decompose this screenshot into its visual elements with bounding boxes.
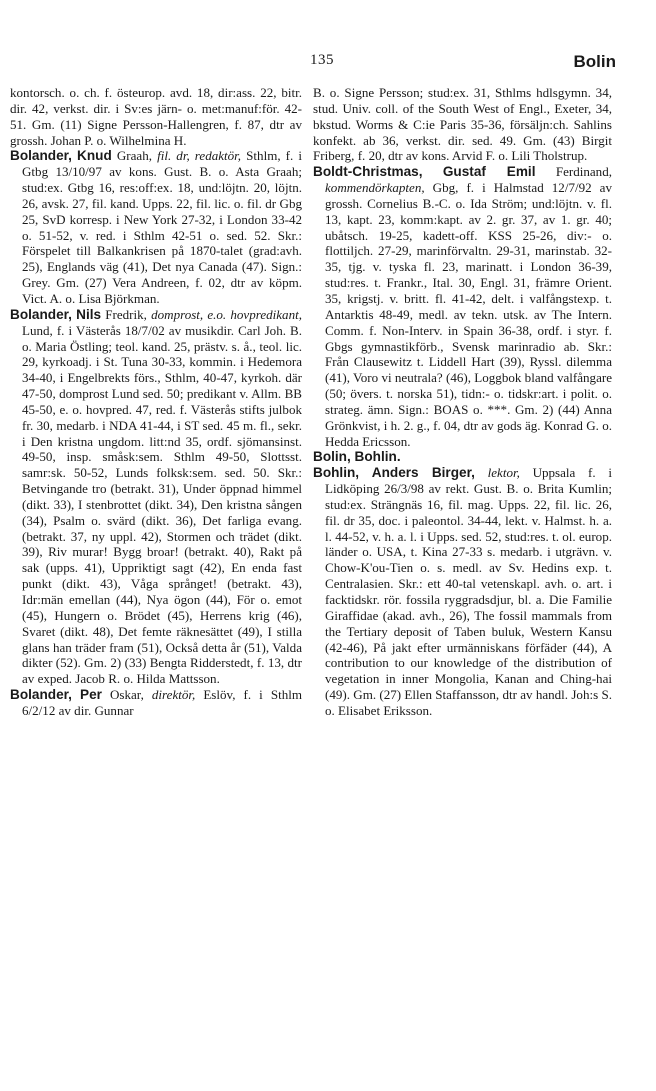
entry-text: Lund, f. i Västerås 18/7/02 av musikdir. Carl Joh. B. o. Maria Östling; teol. kand. 25, prästv. s. å., teol. lic. 29, kyrkoadj. i St. Tuna 30-33, kommin. i Hedemora 34-40, i Engelbrekts förs., Sthlm, 40-47, kyrkoh. där 47-50, domprost Lund sed. 50; predikant v. Allm. BB 45-50, e. o. hovpred. 47, red. f. Västerås stifts julbok fr. 30, medarb. i NDA 41-44, i ST sed. 45 m. fl., sekr. i Den kristna ungdom. litt:nd 35, ordf. sjömansinst. 49-50, insp. småsk:sem. Sthlm 49-50, Slottsst. samr:sk. 50-52, Lunds folksk:sem. sed. 50. Skr.: Betvingande tro (betrakt. 31), Under öppnad himmel (dikt. 33), I stenbrottet (dikt. 34), Den kristna sången (34), Psalm o. svärd (dikt. 36), Det farliga evang. (betrakt. 37, ny uppl. 42), Stormen och trädet (dikt. 39), Riv murar! Bygg broar! (betrakt. 40), Rakt på sak (upps. 41), Uppriktigt sagt (42), En enda fast punkt (dikt. 43), Våga språnget! (betrakt. 43), Idr:män emellan (44), Nya ögon (44), För o. emot (45), Hungern o. Brödet (45), Herrens krig (46), Svaret (dikt. 48), Det femte räknesättet (49), I stilla glans han träder fram (51), Också detta år (51), Valda dikter (52). Gm. 2) (33) Bengta Ridderstedt, f. 13, dtr av exped. Jacob R. o. Hilda Mattsson.: [22, 322, 302, 687]
entry-given-name: Gustaf Emil: [442, 164, 536, 180]
entry-given-name: Anders Birger,: [371, 465, 475, 481]
biography-entry: [10, 148, 302, 306]
entry-text: Uppsala f. i Lidköping 26/3/98 av rekt. Gust. B. o. Brita Kumlin; stud:ex. Strängnäs 16, fil. mag. Upps. 22, fil. lic. 26, fil. dr 35, doc. i paleontol. 34-44, lekt. v. Halmst. h. a. l. 44-52, v. h. a. l. i Upps. sed. 52, stud:res. t. ol. europ. länder o. USA, t. Kina 27-33 s. medarb. i utgrävn. v. Chow-K'ou-Tien o. s. medl. av Sv. Hedins exp. t. Centralasien. Skr.: ett 40-tal vetenskapl. avh. o. art. i facktidskr. rör. fossila ryggradsdjur, bl. a. Die Familie Giraffidae (akad. avh., 26), The fossil mammals from the Tertiary deposit of Taben buluk, Western Kansu (42-46), På jakt efter urmänniskans förfäder (44), A contribution to our knowledge of the distribution of vegetation in inner Mongolia, Kanan and Ching-hai (49). Gm. (27) Ellen Staffansson, dtr av handl. Joh:s S. o. Elisabet Eriksson.: [325, 465, 612, 718]
continuation-text: kontorsch. o. ch. f. östeurop. avd. 18, dir:ass. 22, bitr. dir. 42, verkst. dir. i Sv:es järn- o. met:manuf:för. 42-51. Gm. (11) Signe Persson-Hallengren, f. 87, dtr av grossh. Johan P. o. Wilhelmina H.: [10, 85, 302, 148]
biography-entry: [10, 307, 302, 687]
entry-given-rest: Oskar,: [101, 687, 152, 703]
cross-heading: Bolin, Bohlin.: [313, 449, 401, 465]
entry-surname: Bolander,: [10, 148, 72, 164]
page-header: [0, 50, 656, 74]
entry-given-name: Knud: [77, 148, 112, 164]
entry-occupation: fil. dr, redaktör,: [157, 148, 242, 164]
entry-text: Sthlm, f. i Gtbg 13/10/97 av kons. Gust. B. o. Asta Graah; stud:ex. Gtbg 16, res:off:ex. 18, und:löjtn. 20, löjtn. 26, avsk. 27, fil. kand. Upps. 22, fil. lic. o. fil. dr Gbg 25, SvD korresp. i New York 27-32, i London 33-42 o. 51-52, v. red. i Sthlm 42-51 o. sed. 52. Skr.: Förspelet till Balkankrisen på 1870-talet (grad:avh. 25), Englands väg (41), Det nya Canada (47). Sign.: Grey. Gm. (27) Vera Andreen, f. 02, dtr av köpm. Vict. A. o. Lisa Björkman.: [22, 148, 302, 306]
entry-given-name: Per: [80, 687, 102, 703]
entry-surname: Bolander,: [10, 306, 72, 322]
entry-occupation: lektor,: [487, 465, 520, 481]
continuation-text: B. o. Signe Persson; stud:ex. 31, Sthlms hdlsgymn. 34, stud. Univ. coll. of the South West of Engl., Exeter, 34, bkstud. Worms & C:ie Paris 35-36, försäljn:ch. Sahlins konfekt. ab 36, verkst. dir. sed. 49. Gm. (43) Birgit Friberg, f. 20, dtr av kons. Arvid F. o. Lili Tholstrup.: [313, 85, 612, 164]
entry-occupation: kommendörkapten,: [325, 180, 425, 196]
entry-surname: Bolander,: [10, 687, 72, 703]
entry-occupation: direktör,: [151, 687, 196, 703]
entry-given-rest: Graah,: [111, 148, 158, 164]
entry-given-name: Nils: [76, 306, 102, 322]
entry-surname: Bohlin,: [313, 465, 360, 481]
biography-entry: [313, 164, 612, 449]
entry-text: Gbg, f. i Halmstad 12/7/92 av grossh. Cornelius B.-C. o. Ida Ström; und:löjtn. v. fl. 13, kapt. 23, komm:kapt. av 2. gr. 37, av 1. gr. 40; ubåtsch. 19-25, kadett-off. KSS 25-26, div:- o. flottiljch. 27-29, marinförvaltn. 29-31, marinstab. 32-35, tjg. v. tyska fl. 23, marinatt. i London 36-39, stud:res. t. Frankr., Ital. 30, Engl. 31, främre Orient. 35, krigstj. v. britt. fl. 41-42, delt. i valfångstexp. t. Antarktis 48-49, medl. av tekn. utsk. av The Intern. Comm. f. Non-Interv. in Spain 36-38, ordf. i styr. f. Gbgs gymnastikförb., Svensk marinradio ab. Skr.: Från Clausewitz t. Liddell Hart (39), Ryssl. dilemma (41), Voro vi neutrala? (46), Loggbok bland valfångare (50; övers. t. norska 51), tidn:- o. tidskr:art. i polit. o. strateg. ämn. Sign.: BOAS o. ***. Gm. 2) (44) Anna Grönkvist, i h. 2. g., f. 04, dtr av gods äg. Konrad G. o. Hedda Ericsson.: [325, 180, 612, 449]
entry-given-rest: Fredrik,: [101, 306, 152, 322]
running-head: Bolin: [573, 52, 616, 71]
left-column: [10, 85, 302, 719]
entry-occupation: domprost, e.o. hovpredikant,: [151, 306, 302, 322]
page-number: 135: [310, 52, 334, 68]
entry-surname: Boldt-Christmas,: [313, 164, 423, 180]
biography-entry: [313, 465, 612, 719]
entry-given-rest: [475, 465, 488, 480]
entry-text: Eslöv, f. i Sthlm 6/2/12 av dir. Gunnar: [22, 687, 302, 718]
entry-given-rest: Ferdinand,: [535, 164, 612, 180]
biography-entry: [10, 687, 302, 719]
right-column: [313, 85, 612, 719]
